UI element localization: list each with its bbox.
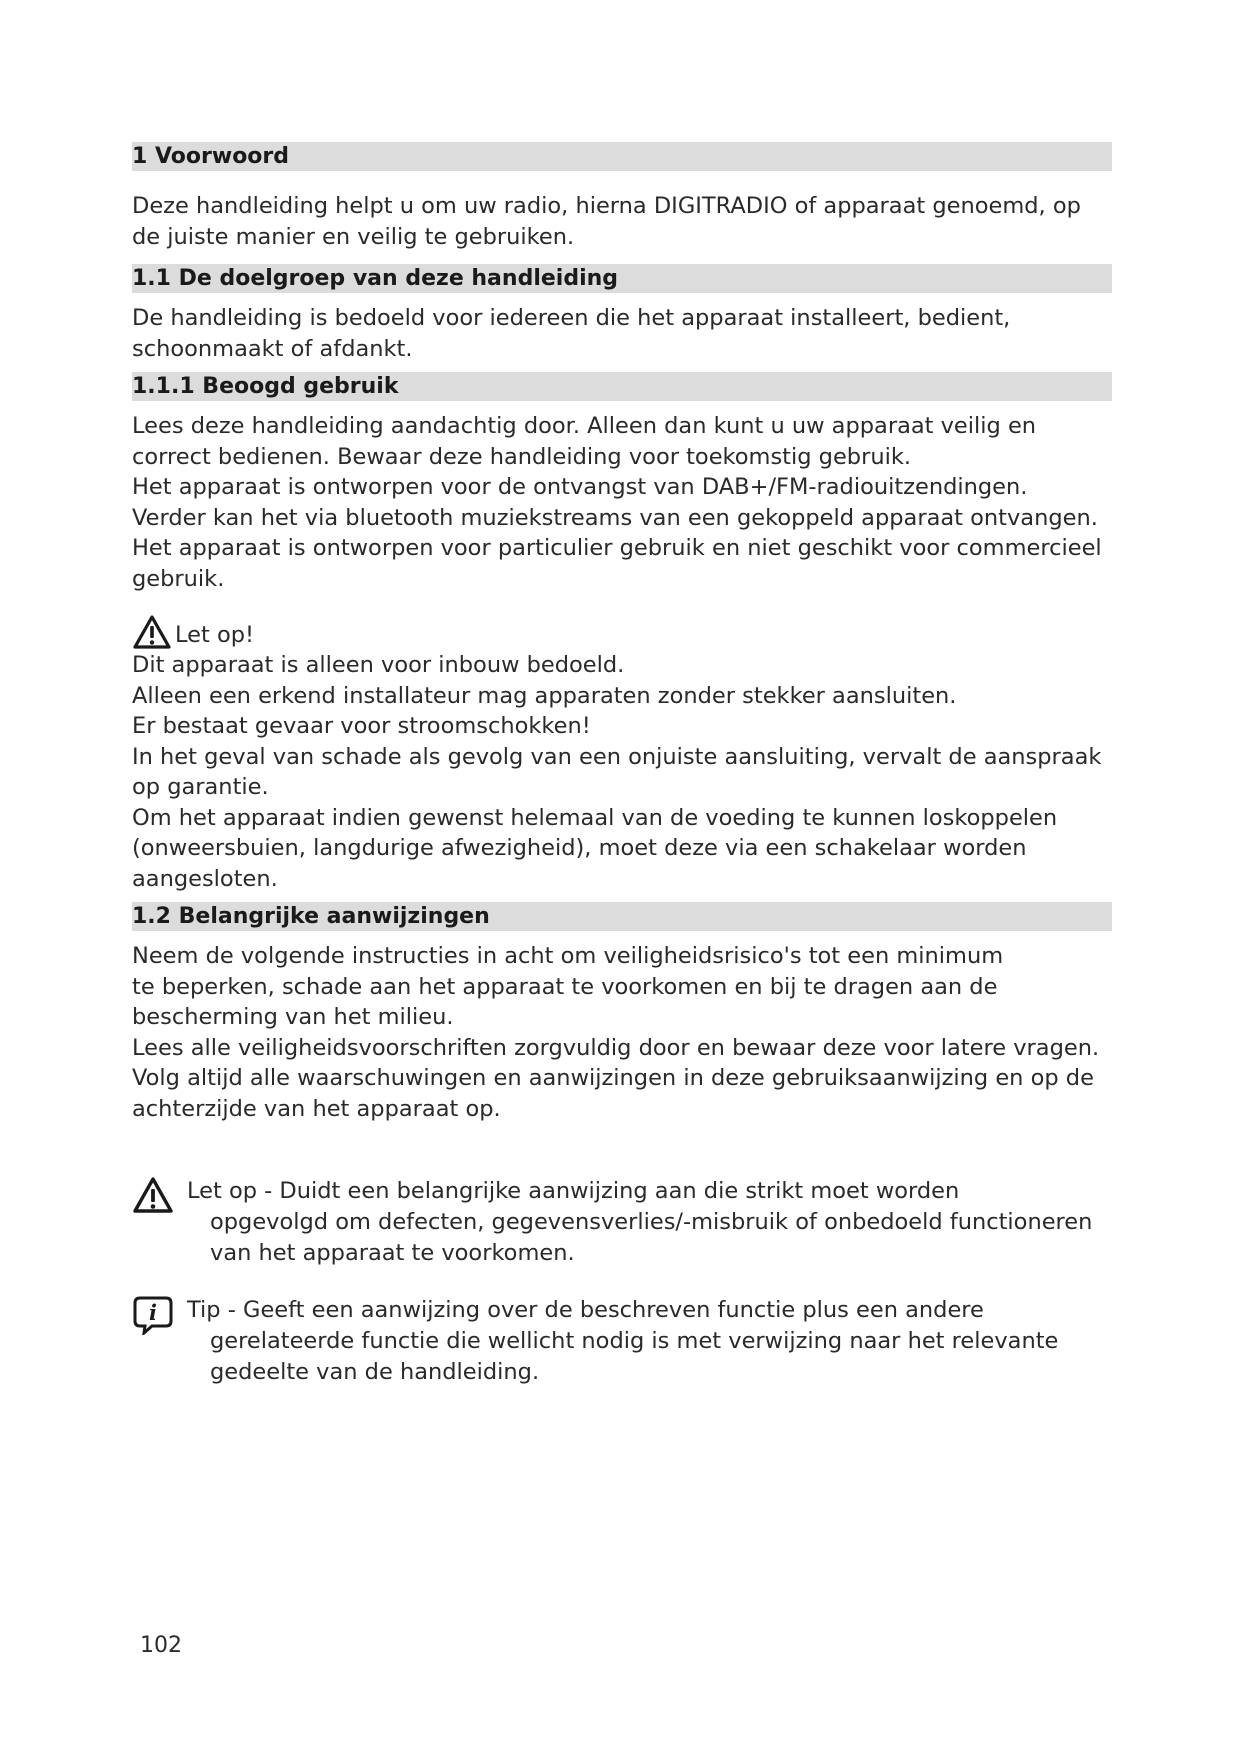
text-line: Het apparaat is ontworpen voor de ontvangst van DAB+/FM-radiouitzendingen. xyxy=(132,474,1028,500)
text-line: Er bestaat gevaar voor stroomschokken! xyxy=(132,713,591,739)
text-line: Dit apparaat is alleen voor inbouw bedoeld. xyxy=(132,652,625,678)
text-line: Volg altijd alle waarschuwingen en aanwijzingen in deze gebruiksaanwijzing en op de xyxy=(132,1065,1094,1091)
text-line: Het apparaat is ontworpen voor particulier gebruik en niet geschikt voor commercieel xyxy=(132,535,1102,561)
warning-label: Let op! xyxy=(175,621,255,648)
text-line: achterzijde van het apparaat op. xyxy=(132,1095,501,1122)
section-heading-beoogd-gebruik: 1.1.1 Beoogd gebruik xyxy=(132,372,1112,401)
text-line: Neem de volgende instructies in acht om veiligheidsrisico's tot een minimum xyxy=(132,943,1004,969)
doelgroep-text xyxy=(132,303,1112,364)
section-heading-belangrijke-aanwijzingen: 1.2 Belangrijke aanwijzingen xyxy=(132,902,1112,931)
note-line: opgevolgd om defecten, gegevensverlies/-misbruik of onbedoeld functioneren xyxy=(210,1209,1093,1235)
warning-triangle-icon xyxy=(132,1176,174,1216)
page-number: 102 xyxy=(140,1633,182,1658)
warning-triangle-icon xyxy=(132,614,172,650)
note-line: gerelateerde functie die wellicht nodig is met verwijzing naar het relevante xyxy=(210,1328,1059,1354)
text-line: de juiste manier en veilig te gebruiken. xyxy=(132,223,575,250)
text-line: In het geval van schade als gevolg van een onjuiste aansluiting, vervalt de aanspraak xyxy=(132,743,1102,770)
warning-header xyxy=(132,614,1112,650)
text-line: schoonmaakt of afdankt. xyxy=(132,335,413,362)
note-line: Tip - Geeft een aanwijzing over de beschreven functie plus een andere xyxy=(187,1297,984,1323)
svg-text:i: i xyxy=(149,1300,157,1325)
text-line: bescherming van het milieu. xyxy=(132,1004,454,1030)
text-line: correct bedienen. Bewaar deze handleiding voor toekomstig gebruik. xyxy=(132,443,912,470)
text-line: Alleen een erkend installateur mag apparaten zonder stekker aansluiten. xyxy=(132,682,957,709)
section-heading-voorwoord: 1 Voorwoord xyxy=(132,142,1112,171)
section-heading-doelgroep: 1.1 De doelgroep van deze handleiding xyxy=(132,264,1112,293)
warning-text xyxy=(132,650,1112,894)
beoogd-gebruik-text xyxy=(132,411,1112,594)
text-line: op garantie. xyxy=(132,774,269,800)
text-line: gebruik. xyxy=(132,565,225,592)
note-line: van het apparaat te voorkomen. xyxy=(210,1240,575,1266)
text-line: De handleiding is bedoeld voor iedereen die het apparaat installeert, bedient, xyxy=(132,305,1011,331)
note-tip xyxy=(132,1295,1112,1388)
note-line: gedeelte van de handleiding. xyxy=(210,1359,540,1385)
note-warning xyxy=(132,1176,1112,1269)
aanwijzingen-text xyxy=(132,941,1112,1124)
text-line: te beperken, schade aan het apparaat te voorkomen en bij te dragen aan de xyxy=(132,973,998,1000)
text-line: Om het apparaat indien gewenst helemaal van de voeding te kunnen loskoppelen xyxy=(132,804,1058,831)
manual-page xyxy=(132,142,1112,1388)
info-icon xyxy=(132,1295,174,1335)
voorwoord-text xyxy=(132,191,1112,252)
text-line: Lees alle veiligheidsvoorschriften zorgvuldig door en bewaar deze voor latere vragen. xyxy=(132,1034,1100,1061)
text-line: Deze handleiding helpt u om uw radio, hierna DIGITRADIO of apparaat genoemd, op xyxy=(132,193,1081,219)
text-line: aangesloten. xyxy=(132,865,278,892)
text-line: Lees deze handleiding aandachtig door. Alleen dan kunt u uw apparaat veilig en xyxy=(132,413,1037,439)
note-line: Let op - Duidt een belangrijke aanwijzing aan die strikt moet worden xyxy=(187,1178,960,1204)
text-line: (onweersbuien, langdurige afwezigheid), moet deze via een schakelaar worden xyxy=(132,835,1027,861)
text-line: Verder kan het via bluetooth muziekstreams van een gekoppeld apparaat ontvangen. xyxy=(132,504,1098,531)
